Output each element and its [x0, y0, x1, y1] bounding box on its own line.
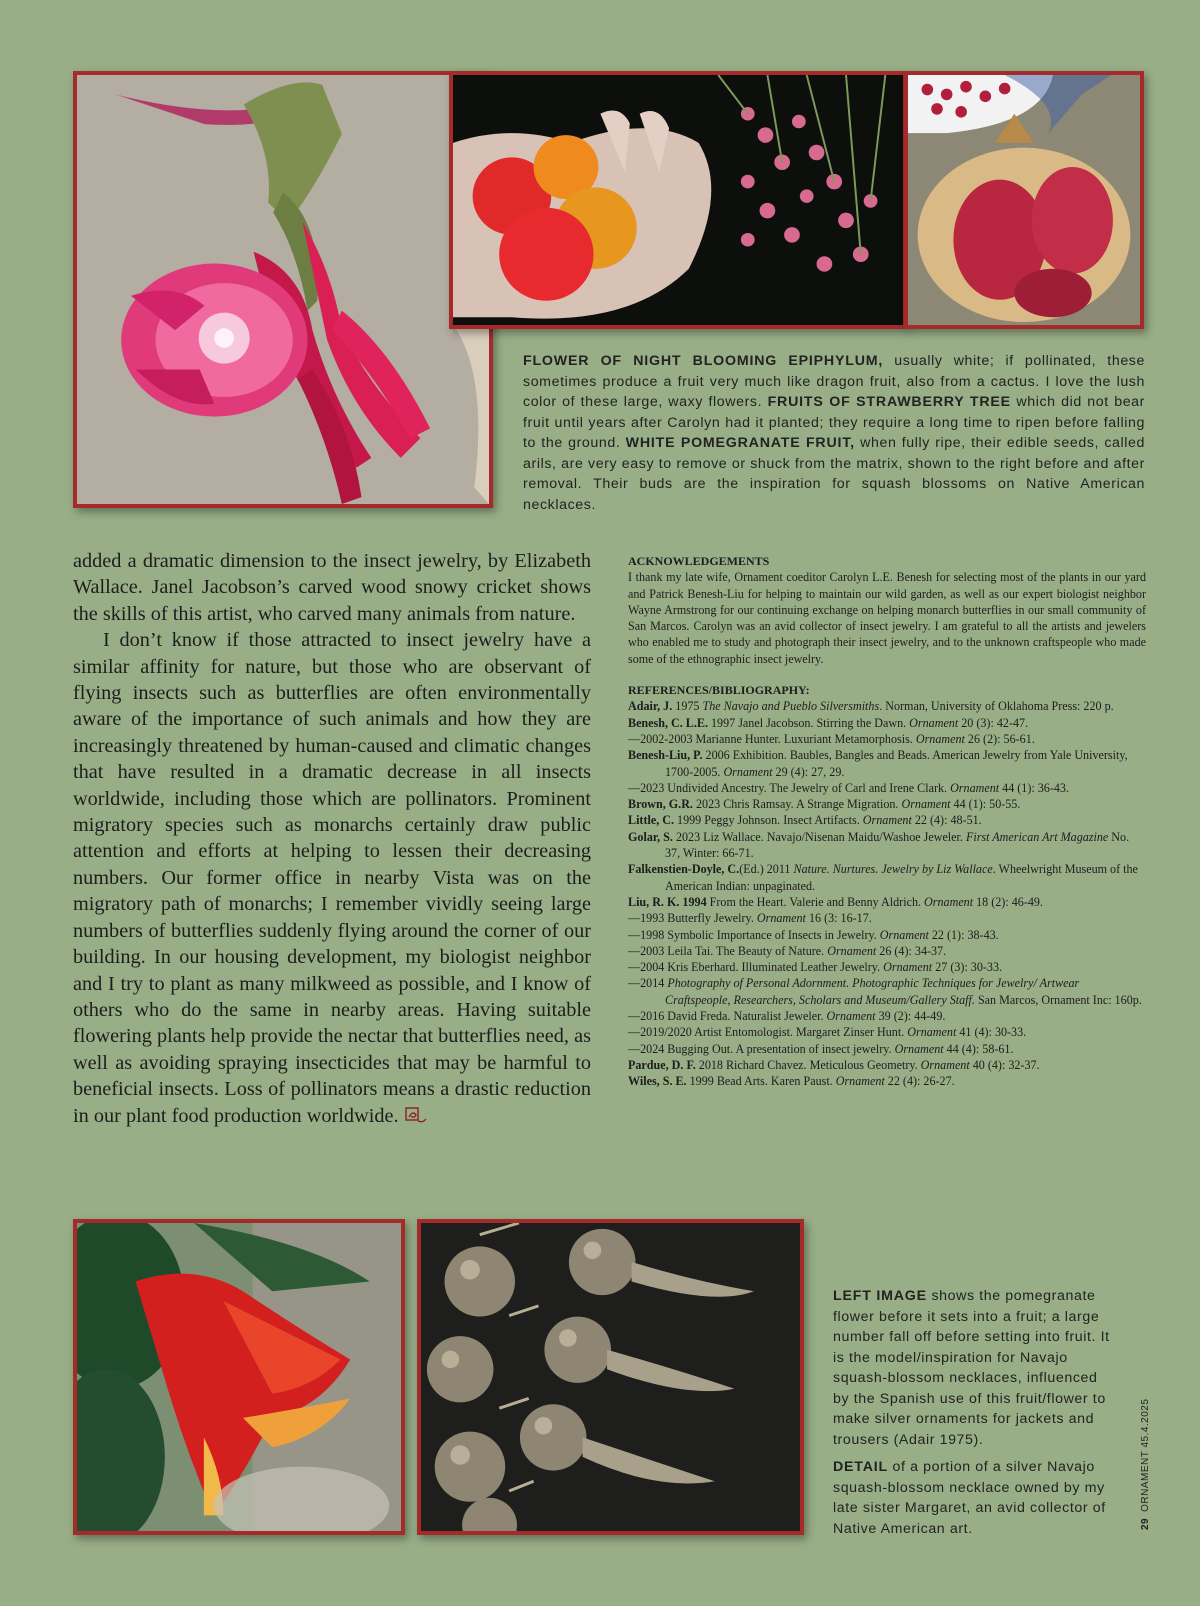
article-body — [73, 548, 591, 1129]
reference-it: Ornament — [835, 1074, 885, 1089]
reference-post: No. 37, Winter: 66-71. — [665, 829, 1130, 861]
reference-it: The Navajo and Pueblo Silversmiths — [702, 699, 880, 714]
reference-it: Photography of Personal Adornment. Photographic Techniques for Jewelry/ Artwear Craftspeople, Researchers, Scholars and Museum/Gallery Staff. — [665, 976, 1080, 1007]
reference-post: . Norman, University of Oklahoma Press: 220 p. — [879, 699, 1114, 714]
bottom-photo-caption — [833, 1286, 1118, 1539]
caption-heading-pomegranate: WHITE POMEGRANATE FRUIT, — [625, 435, 855, 451]
caption-detail — [833, 1457, 1118, 1539]
reference-a: Brown, G.R. — [628, 797, 693, 812]
reference-pre: —2024 Bugging Out. A presentation of insect jewelry. — [628, 1041, 895, 1056]
reference-post: 26 (2): 56-61. — [964, 731, 1035, 746]
caption-text-pomegranate: when fully ripe, their edible seeds, called arils, are very easy to remove or shuck from the matrix, shown to the right before and after removal. Their buds are the inspiration for squash blossoms on Native American necklaces. — [523, 435, 1145, 513]
reference-entry — [628, 715, 1146, 731]
reference-a: Pardue, D. F. — [628, 1057, 696, 1072]
reference-a: Wiles, S. E. — [628, 1074, 687, 1089]
reference-post: 18 (2): 46-49. — [973, 894, 1043, 909]
reference-post: San Marcos, Ornament Inc: 160p. — [974, 992, 1142, 1007]
reference-post: 39 (2): 44-49. — [875, 1009, 946, 1024]
reference-it: Ornament — [756, 911, 806, 926]
reference-entry — [628, 812, 1146, 828]
reference-it: First American Art Magazine — [965, 829, 1109, 844]
reference-a: Little, C. — [628, 813, 675, 828]
reference-entry — [628, 698, 1146, 714]
end-of-article-icon — [405, 1107, 427, 1125]
reference-it: Ornament — [920, 1057, 970, 1072]
reference-pre: 2023 Chris Ramsay. A Strange Migration. — [692, 797, 902, 812]
reference-it: Ornament — [862, 813, 912, 828]
reference-post: 29 (4): 27, 29. — [772, 764, 845, 779]
epiphyllum-flower-photo — [73, 71, 493, 508]
reference-pre: —2004 Kris Eberhard. Illuminated Leather Jewelry. — [628, 960, 884, 975]
pomegranate-flower-photo — [73, 1219, 405, 1535]
reference-entry — [628, 910, 1146, 926]
reference-a: Benesh-Liu, P. — [628, 748, 703, 763]
caption-text-epiphylum: usually white; if pollinated, these sometimes produce a fruit very much like dragon fruit, also from a cactus. I love the lush color of these large, waxy flowers. — [523, 353, 1145, 410]
references-column — [628, 553, 1146, 1090]
body-paragraph-text: I don’t know if those attracted to insect jewelry have a similar affinity for nature, but those who are observant of flying insects such as butterflies are often environmentally aware of the importance of such animals and how they are increasingly threatened by human-caused and climatic changes that have resulted in a dramatic decrease in all insects worldwide, including those which are pollinators. Prominent migratory species such as monarchs certainly draw public attention and efforts at helping to lessen their decreasing numbers. Our former office in nearby Vista was on the migratory path of monarchs; I remember vividly seeing large numbers of butterflies suddenly flying around the corner of our building. In our housing development, my biologist neighbor and I try to plant as many milkweed as possible, and I know of others who do the same in nearby areas. Having suitable flowering plants help provide the nectar that butterflies need, as well as avoiding spraying insecticides that may be harmful to beneficial insects. Loss of pollinators means a drastic reduction in our plant food production worldwide. — [73, 629, 591, 1127]
reference-entry — [628, 943, 1146, 959]
reference-it: Ornament — [909, 715, 959, 730]
reference-pre: (Ed.) 2011 — [739, 862, 794, 877]
body-paragraph: added a dramatic dimension to the insect jewelry, by Elizabeth Wallace. Janel Jacobson’s carved wood snowy cricket shows the skills of this artist, who carved many animals from nature. — [73, 550, 591, 625]
reference-pre: —2016 David Freda. Naturalist Jeweler. — [628, 1009, 827, 1024]
reference-post: 20 (3): 42-47. — [958, 715, 1029, 730]
caption-text-detail: of a portion of a silver Navajo squash-blossom necklace owned by my late sister Margaret, an avid collector of Native American art. — [833, 1459, 1106, 1537]
publication-issue: ORNAMENT 45.4.2025 — [1140, 1398, 1151, 1512]
reference-pre: 2006 Exhibition. Baubles, Bangles and Beads. American Jewelry from Yale University, 1700-2005. — [665, 748, 1128, 779]
reference-pre: From the Heart. Valerie and Benny Aldrich. — [706, 894, 925, 909]
reference-post: 26 (4): 34-37. — [876, 943, 947, 958]
reference-a: Adair, J. — [628, 699, 673, 714]
page-folio — [1140, 1399, 1151, 1530]
caption-left-image — [833, 1286, 1118, 1450]
reference-pre: —2023 Undivided Ancestry. The Jewelry of Carl and Irene Clark. — [628, 780, 951, 795]
references-list — [628, 698, 1146, 1089]
reference-it: Ornament — [915, 731, 965, 746]
strawberry-tree-fruit-photo — [449, 71, 907, 329]
reference-entry — [628, 747, 1146, 780]
reference-pre: —2019/2020 Artist Entomologist. Margaret Zinser Hunt. — [628, 1025, 908, 1040]
reference-a: Benesh, C. L.E. — [628, 715, 708, 730]
reference-pre: 2018 Richard Chavez. Meticulous Geometry. — [695, 1057, 921, 1072]
reference-it: Ornament — [827, 943, 877, 958]
reference-it: Ornament — [924, 894, 974, 909]
reference-entry — [628, 731, 1146, 747]
caption-heading-strawberry-tree: FRUITS OF STRAWBERRY TREE — [767, 394, 1011, 410]
reference-it: Ornament — [723, 764, 773, 779]
reference-it: Nature. Nurtures. Jewelry by Liz Wallace — [793, 862, 993, 877]
reference-entry — [628, 1008, 1146, 1024]
reference-a: Liu, R. K. 1994 — [628, 894, 707, 909]
reference-pre: —1993 Butterfly Jewelry. — [628, 911, 757, 926]
reference-entry — [628, 780, 1146, 796]
reference-post: 41 (4): 30-33. — [956, 1025, 1027, 1040]
reference-it: Ornament — [879, 927, 929, 942]
reference-post: 22 (1): 38-43. — [928, 927, 999, 942]
reference-a: Golar, S. — [628, 829, 673, 844]
caption-heading-left-image: LEFT IMAGE — [833, 1288, 927, 1304]
reference-entry — [628, 1057, 1146, 1073]
body-paragraph — [73, 627, 591, 1129]
reference-pre: —2002-2003 Marianne Hunter. Luxuriant Metamorphosis. — [628, 731, 916, 746]
reference-entry — [628, 894, 1146, 910]
reference-entry — [628, 1073, 1146, 1089]
reference-pre: 1997 Janel Jacobson. Stirring the Dawn. — [707, 715, 910, 730]
reference-post: 44 (4): 58-61. — [943, 1041, 1014, 1056]
reference-entry — [628, 1024, 1146, 1040]
reference-a: Falkenstien-Doyle, C. — [628, 862, 740, 877]
reference-pre: —2014 — [628, 976, 668, 991]
caption-heading-detail: DETAIL — [833, 1459, 888, 1475]
caption-heading-epiphylum: FLOWER OF NIGHT BLOOMING EPIPHYLUM, — [523, 353, 884, 369]
caption-text-left-image: shows the pomegranate flower before it sets into a fruit; a large number fall off before setting into fruit. It is the model/inspiration for Navajo squash-blossom necklaces, influenced by the Spanish use of this fruit/flower to make silver ornaments for jackets and trousers (Adair 1975). — [833, 1288, 1110, 1448]
reference-post: 27 (3): 30-33. — [932, 960, 1003, 975]
reference-it: Ornament — [901, 797, 951, 812]
reference-it: Ornament — [894, 1041, 944, 1056]
reference-entry — [628, 975, 1146, 1008]
reference-pre: 1975 — [672, 699, 703, 714]
caption-text-strawberry-tree: which did not bear fruit until years after Carolyn had it planted; they require a long time to ripen before falling to the ground. — [523, 394, 1146, 451]
reference-pre: —2003 Leila Tai. The Beauty of Nature. — [628, 943, 828, 958]
reference-post: 40 (4): 32-37. — [969, 1057, 1040, 1072]
squash-blossom-necklace-photo — [417, 1219, 804, 1535]
top-photo-caption — [523, 351, 1145, 515]
reference-it: Ornament — [950, 780, 1000, 795]
reference-entry — [628, 796, 1146, 812]
reference-it: Ornament — [883, 960, 933, 975]
reference-entry — [628, 861, 1146, 894]
reference-entry — [628, 1041, 1146, 1057]
reference-post: 44 (1): 36-43. — [999, 780, 1069, 795]
reference-post: 44 (1): 50-55. — [950, 797, 1021, 812]
reference-post: . Wheelwright Museum of the American Indian: unpaginated. — [665, 862, 1138, 893]
reference-post: 16 (3: 16-17. — [805, 911, 872, 926]
reference-pre: 1999 Bead Arts. Karen Paust. — [686, 1074, 836, 1089]
reference-entry — [628, 959, 1146, 975]
acknowledgements-text: I thank my late wife, Ornament coeditor Carolyn L.E. Benesh for selecting most of the plants in our yard and Patrick Benesh-Liu for helping to maintain our wild garden, as well as our expert biologist neighbor Wayne Armstrong for our continuing exchange on helping monarch butterflies in our small community of San Marcos. Carolyn was an avid collector of insect jewelry. I am grateful to all the artists and jewelers who enabled me to study and photograph their insect jewelry, and to the unknown craftspeople who made some of the ethnographic insect jewelry. — [628, 570, 1146, 666]
reference-it: Ornament — [907, 1025, 957, 1040]
acknowledgements-heading: ACKNOWLEDGEMENTS — [628, 554, 770, 568]
page-number: 29 — [1140, 1517, 1151, 1530]
reference-pre: 1999 Peggy Johnson. Insect Artifacts. — [674, 813, 863, 828]
reference-pre: —1998 Symbolic Importance of Insects in Jewelry. — [628, 927, 880, 942]
pomegranate-fruit-photo — [904, 71, 1144, 329]
reference-post: 22 (4): 26-27. — [884, 1074, 955, 1089]
reference-it: Ornament — [826, 1009, 876, 1024]
references-heading: REFERENCES/BIBLIOGRAPHY: — [628, 683, 810, 698]
reference-post: 22 (4): 48-51. — [911, 813, 982, 828]
reference-entry — [628, 829, 1146, 862]
reference-pre: 2023 Liz Wallace. Navajo/Nisenan Maidu/Washoe Jeweler. — [672, 829, 966, 844]
reference-entry — [628, 927, 1146, 943]
